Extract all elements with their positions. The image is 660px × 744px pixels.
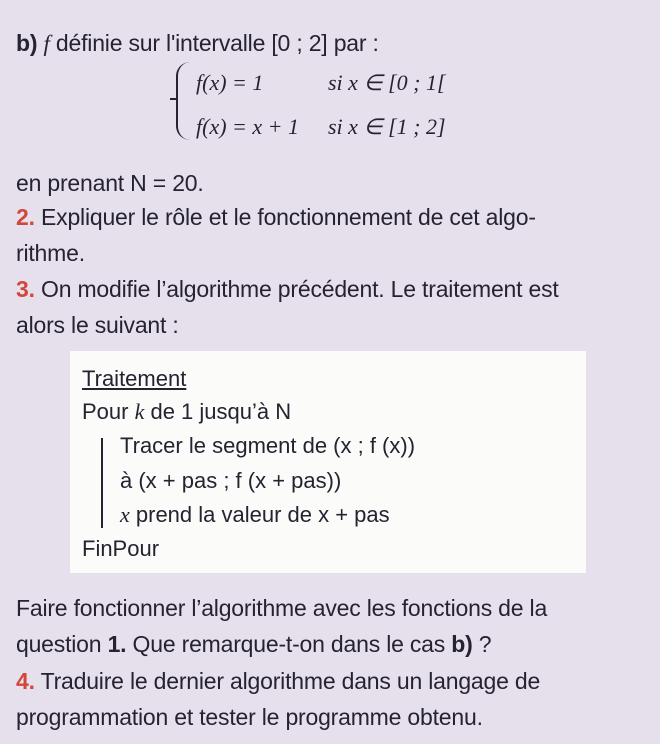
item-b-label: b)	[16, 30, 38, 56]
follow-up-line-1: Faire fonctionner l’algorithme avec les fonctions de la	[16, 595, 548, 621]
equation-1-left: f(x) = 1	[196, 70, 264, 95]
equation-2-right: si x ∈ [1 ; 2]	[328, 114, 446, 139]
item-b-after: en prenant N = 20.	[16, 170, 204, 196]
question-3-line-2: alors le suivant :	[16, 312, 179, 338]
algorithm-block-bar	[101, 438, 103, 528]
algorithm-body-3-x: x	[120, 502, 130, 527]
item-b-line	[16, 30, 379, 57]
system-brace	[176, 62, 190, 140]
algorithm-for-a: Pour	[82, 399, 135, 424]
follow-up-a: question	[16, 631, 108, 657]
function-name: f	[43, 31, 50, 56]
algorithm-end: FinPour	[82, 536, 160, 561]
algorithm-body-3	[120, 502, 390, 528]
equation-2-left: f(x) = x + 1	[196, 114, 299, 139]
algorithm-body-2: à (x + pas ; f (x + pas))	[120, 468, 342, 493]
question-4-text-1: Traduire le dernier algorithme dans un langage de	[40, 668, 541, 694]
algorithm-title: Traitement	[82, 366, 187, 391]
algorithm-for-line	[82, 399, 291, 425]
question-2-line-1	[16, 204, 536, 231]
follow-up-end: ?	[472, 631, 492, 657]
algorithm-body-3-rest: prend la valeur de x + pas	[129, 502, 390, 527]
equation-1-right: si x ∈ [0 ; 1[	[328, 70, 446, 95]
follow-up-ref: 1.	[107, 631, 127, 657]
question-3-line-1	[16, 276, 559, 303]
question-2-number: 2.	[16, 204, 35, 230]
follow-up-line-2	[16, 631, 491, 658]
follow-up-b: Que remarque-t-on dans le cas	[126, 631, 452, 657]
question-4-number: 4.	[16, 668, 35, 694]
algorithm-for-b: de 1 jusqu’à N	[144, 399, 292, 424]
algorithm-box	[70, 351, 586, 573]
question-2-text-1: Expliquer le rôle et le fonctionnement de cet algo-	[41, 204, 536, 230]
follow-up-case: b)	[451, 631, 473, 657]
item-b-text: définie sur l'intervalle [0 ; 2] par :	[55, 30, 379, 56]
question-2-line-2: rithme.	[16, 240, 85, 266]
question-3-number: 3.	[16, 276, 35, 302]
algorithm-body-1: Tracer le segment de (x ; f (x))	[120, 433, 416, 458]
question-4-line-2: programmation et tester le programme obtenu.	[16, 704, 483, 730]
algorithm-for-k: k	[134, 399, 145, 424]
question-4-line-1	[16, 668, 540, 695]
question-3-text-1: On modifie l’algorithme précédent. Le traitement est	[41, 276, 559, 302]
system-brace-tip	[170, 98, 178, 100]
